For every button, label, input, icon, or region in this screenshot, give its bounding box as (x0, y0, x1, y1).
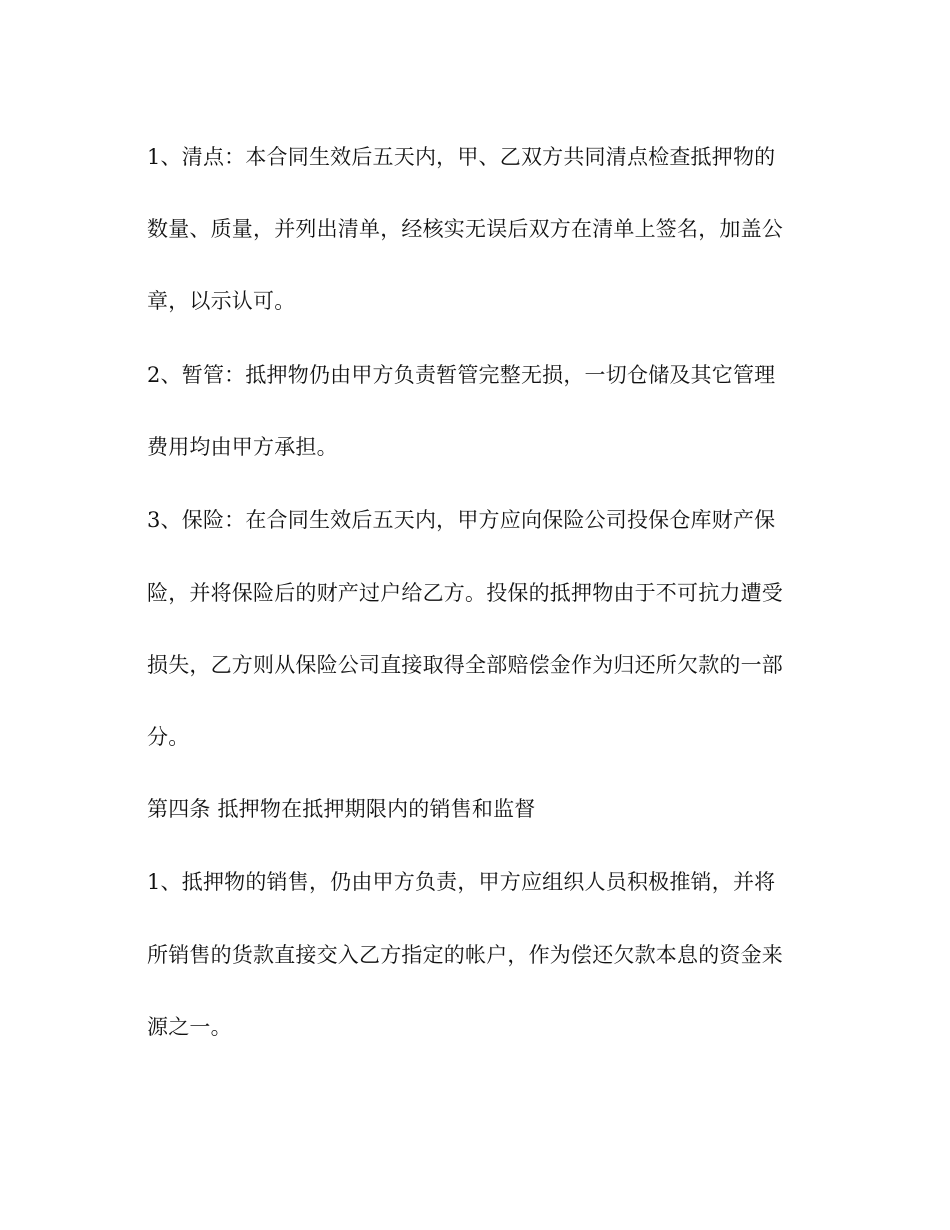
section-heading-article-4: 第四条 抵押物在抵押期限内的销售和监督 (147, 797, 536, 821)
clause-4-1-line-3: 源之一。 (147, 1015, 232, 1039)
clause-3-1-line-3: 章，以示认可。 (147, 289, 296, 313)
clause-4-1-line-1: 1、抵押物的销售，仍由甲方负责，甲方应组织人员积极推销，并将 (147, 870, 776, 894)
clause-3-3-line-1: 3、保险：在合同生效后五天内，甲方应向保险公司投保仓库财产保 (147, 508, 776, 532)
clause-3-1-line-1: 1、清点：本合同生效后五天内，甲、乙双方共同清点检查抵押物的 (147, 145, 776, 169)
clause-3-3-line-2: 险，并将保险后的财产过户给乙方。投保的抵押物由于不可抗力遭受 (147, 581, 783, 605)
clause-3-1-line-2: 数量、质量，并列出清单，经核实无误后双方在清单上签名，加盖公 (147, 217, 783, 241)
clause-3-3-line-4: 分。 (147, 725, 190, 749)
clause-3-2-line-1: 2、暂管：抵押物仍由甲方负责暂管完整无损，一切仓储及其它管理 (147, 363, 776, 387)
clause-4-1-line-2: 所销售的货款直接交入乙方指定的帐户，作为偿还欠款本息的资金来 (147, 943, 783, 967)
clause-3-3-line-3: 损失，乙方则从保险公司直接取得全部赔偿金作为归还所欠款的一部 (147, 653, 783, 677)
clause-3-2-line-2: 费用均由甲方承担。 (147, 435, 338, 459)
